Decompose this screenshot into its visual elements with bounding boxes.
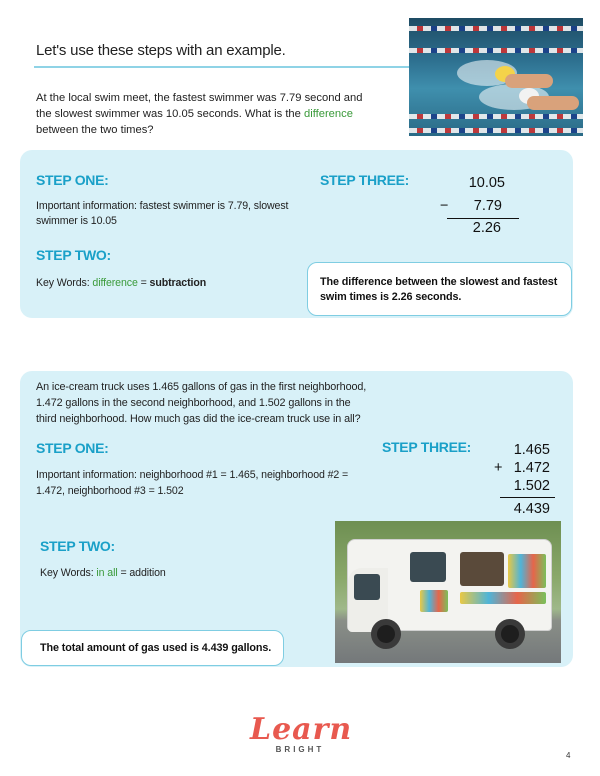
example-1-step-two-label: STEP TWO: (36, 247, 111, 263)
example-2-answer-box: The total amount of gas used is 4.439 gallons. (21, 630, 284, 666)
example-2-step-three-label: STEP THREE: (382, 439, 472, 455)
example-1-math-top: 10.05 (468, 175, 505, 191)
example-1-step-one-label: STEP ONE: (36, 172, 109, 188)
example-1-answer-box: The difference between the slowest and fastest swim times is 2.26 seconds. (307, 262, 572, 316)
example-1-step-two-text: Key Words: difference = subtraction (36, 277, 207, 289)
example-2-step-two-text: Key Words: in all = addition (40, 567, 166, 579)
example-2-math-operator: + (494, 460, 503, 476)
keyword-difference: difference (304, 108, 353, 120)
example-1-step-three-label: STEP THREE: (320, 172, 410, 188)
example-2-math-second: 1.472 (513, 460, 550, 476)
heading-rule (34, 66, 412, 68)
example-2-math-third: 1.502 (513, 478, 550, 494)
example-1-step-one-text: Important information: fastest swimmer is 7.79, slowest swimmer is 10.05 (36, 200, 289, 227)
page-number: 4 (566, 751, 571, 760)
example-2-problem: An ice-cream truck uses 1.465 gallons of gas in the first neighborhood, 1.472 gallons in the second neighborhood, and 1.502 gallons in the third neighborhood. How much gas did the ice-cream truck use in all? (36, 381, 367, 425)
example-1-math-result: 2.26 (472, 220, 501, 236)
logo-sub: BRIGHT (275, 745, 325, 754)
example-1-math-line (447, 218, 519, 219)
swimmer-photo (409, 18, 583, 136)
example-2-math-result: 4.439 (513, 501, 550, 517)
example-1-math-second: 7.79 (473, 198, 502, 214)
example-2-step-two-label: STEP TWO: (40, 538, 115, 554)
ice-cream-truck-photo (335, 521, 561, 663)
example-2-step-one-text: Important information: neighborhood #1 = 1.465, neighborhood #2 = 1.472, neighborhood #3 = 1.502 (36, 469, 349, 497)
example-2-math-first: 1.465 (513, 442, 550, 458)
example-1-math-operator: − (440, 198, 449, 214)
example-2-step-one-label: STEP ONE: (36, 440, 109, 456)
example-1-problem: At the local swim meet, the fastest swimmer was 7.79 second and the slowest swimmer was 10.05 seconds. What is the difference between the two times? (36, 92, 363, 136)
logo-word: Learn (250, 712, 353, 747)
page-heading: Let's use these steps with an example. (36, 42, 286, 59)
learn-bright-logo (250, 712, 353, 764)
example-2-math-line (500, 497, 555, 498)
